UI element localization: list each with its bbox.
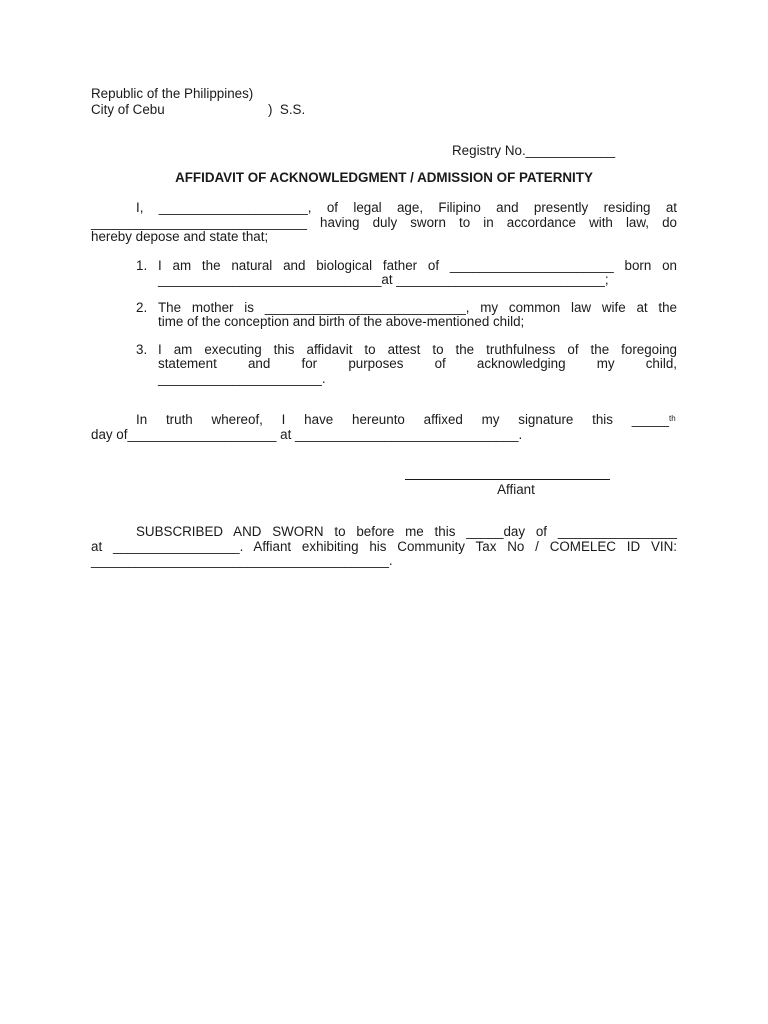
signature-line (405, 479, 610, 480)
item-1-line-2: ______________________________at ____________________________; (158, 272, 609, 287)
header-city: City of Cebu (91, 102, 165, 117)
affiant-label: Affiant (497, 482, 535, 497)
subscribed-line-1: SUBSCRIBED AND SWORN to before me this _____day of ________________ (136, 524, 677, 539)
item-2-number: 2. (136, 300, 148, 315)
witness-line-2: day of____________________ at ______________________________. (91, 427, 523, 442)
subscribed-line-2: at _________________. Affiant exhibiting his Community Tax No / COMELEC ID VIN: (91, 539, 677, 554)
item-3-line-2: statement and for purposes of acknowledging my child, (158, 356, 677, 371)
item-3-line-3: ______________________. (158, 371, 326, 386)
header-ss: ) S.S. (268, 102, 306, 117)
item-3-number: 3. (136, 342, 148, 357)
item-2-line-2: time of the conception and birth of the above-mentioned child; (158, 314, 525, 329)
intro-line-1: I, ____________________, of legal age, Filipino and presently residing at (136, 200, 677, 215)
document-title: AFFIDAVIT OF ACKNOWLEDGMENT / ADMISSION OF PATERNITY (175, 170, 593, 185)
registry-number: Registry No.____________ (452, 143, 616, 158)
superscript-th: th (669, 414, 676, 423)
item-1-number: 1. (136, 258, 148, 273)
header-republic: Republic of the Philippines) (91, 86, 254, 101)
intro-line-2: _____________________________ having duly sworn to in accordance with law, do (91, 215, 677, 230)
intro-line-3: hereby depose and state that; (91, 229, 269, 244)
subscribed-line-3: ________________________________________. (91, 553, 393, 568)
witness-line-1: In truth whereof, I have hereunto affixed my signature this _____ (136, 412, 669, 427)
item-3-line-1: I am executing this affidavit to attest to the truthfulness of the foregoing (158, 342, 677, 357)
item-1-line-1: I am the natural and biological father of ______________________ born on (158, 258, 677, 273)
item-2-line-1: The mother is ___________________________, my common law wife at the (158, 300, 677, 315)
witness-th (669, 412, 676, 430)
